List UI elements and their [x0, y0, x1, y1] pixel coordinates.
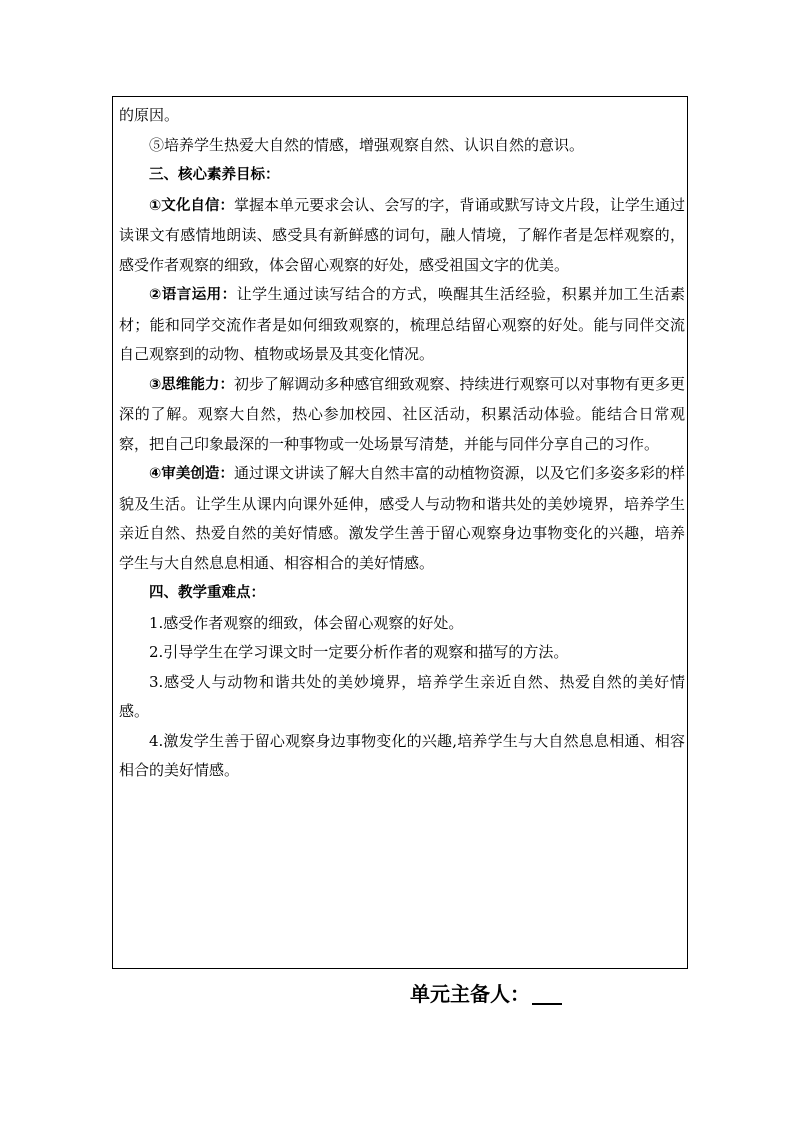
keypoint-item: 4.激发学生善于留心观察身边事物变化的兴趣,培养学生与大自然息息相通、相容相合的美好情感。 — [119, 731, 685, 779]
language-paragraph — [119, 280, 685, 370]
lesson-plan-content — [119, 101, 685, 786]
intro-tail: 的原因。 — [119, 106, 180, 124]
preparer-blank — [532, 981, 562, 1005]
keypoint-item: 2.引导学生在学习课文时一定要分析作者的观察和描写的方法。 — [149, 643, 569, 661]
aesthetic-text: 通过课文讲读了解大自然丰富的动植物资源，以及它们多姿多彩的样貌及生活。让学生从课内向课外延伸，感受人与动物和谐共处的美妙境界，培养学生亲近自然、热爱自然的美好情感。激发学生善于留心观察身边事物变化的兴趣，培养学生与大自然息息相通、相容相合的美好情感。 — [119, 464, 685, 572]
aesthetic-label: ④审美创造： — [149, 466, 234, 482]
thinking-label: ③思维能力： — [149, 376, 234, 393]
thinking-paragraph — [119, 370, 685, 460]
culture-paragraph — [119, 191, 685, 281]
language-text: 让学生通过读写结合的方式，唤醒其生活经验，积累并加工生活素材；能和同学交流作者是如何细致观察的，梳理总结留心观察的好处。能与同伴交流自己观察到的动物、植物或场景及其变化情况。 — [119, 285, 685, 363]
section-three-heading — [119, 160, 685, 191]
section-four-heading — [119, 578, 685, 609]
preparer-label: 单元主备人： — [410, 982, 530, 1006]
keypoint-item: 1.感受作者观察的细致，体会留心观察的好处。 — [149, 613, 464, 632]
culture-text: 掌握本单元要求会认、会写的字，背诵或默写诗文片段，让学生通过读课文有感情地朗读、感受具有新鲜感的词句，融人情境，了解作者是怎样观察的，感受作者观察的细致，体会留心观察的好处，感受祖国文字的优美。 — [119, 195, 685, 274]
culture-label: ①文化自信： — [149, 197, 234, 214]
preparer-signature-line — [410, 978, 562, 1010]
language-label: ②语言运用： — [149, 287, 237, 303]
keypoint-item: 3.感受人与动物和谐共处的美妙境界，培养学生亲近自然、热爱自然的美好情感。 — [119, 672, 685, 720]
thinking-text: 初步了解调动多种感官细致观察、持续进行观察可以对事物有更多更深的了解。观察大自然，热心参加校园、社区活动，积累活动体验。能结合日常观察，把自己印象最深的一种事物或一处场景写清楚，并能与同伴分享自己的习作。 — [119, 374, 685, 453]
aesthetic-paragraph — [119, 459, 685, 578]
section-four-heading-text: 四、教学重难点： — [149, 585, 265, 601]
goal-five: ⑤培养学生热爱大自然的情感，增强观察自然、认识自然的意识。 — [149, 135, 585, 154]
section-three-heading-text: 三、核心素养目标： — [149, 167, 280, 183]
